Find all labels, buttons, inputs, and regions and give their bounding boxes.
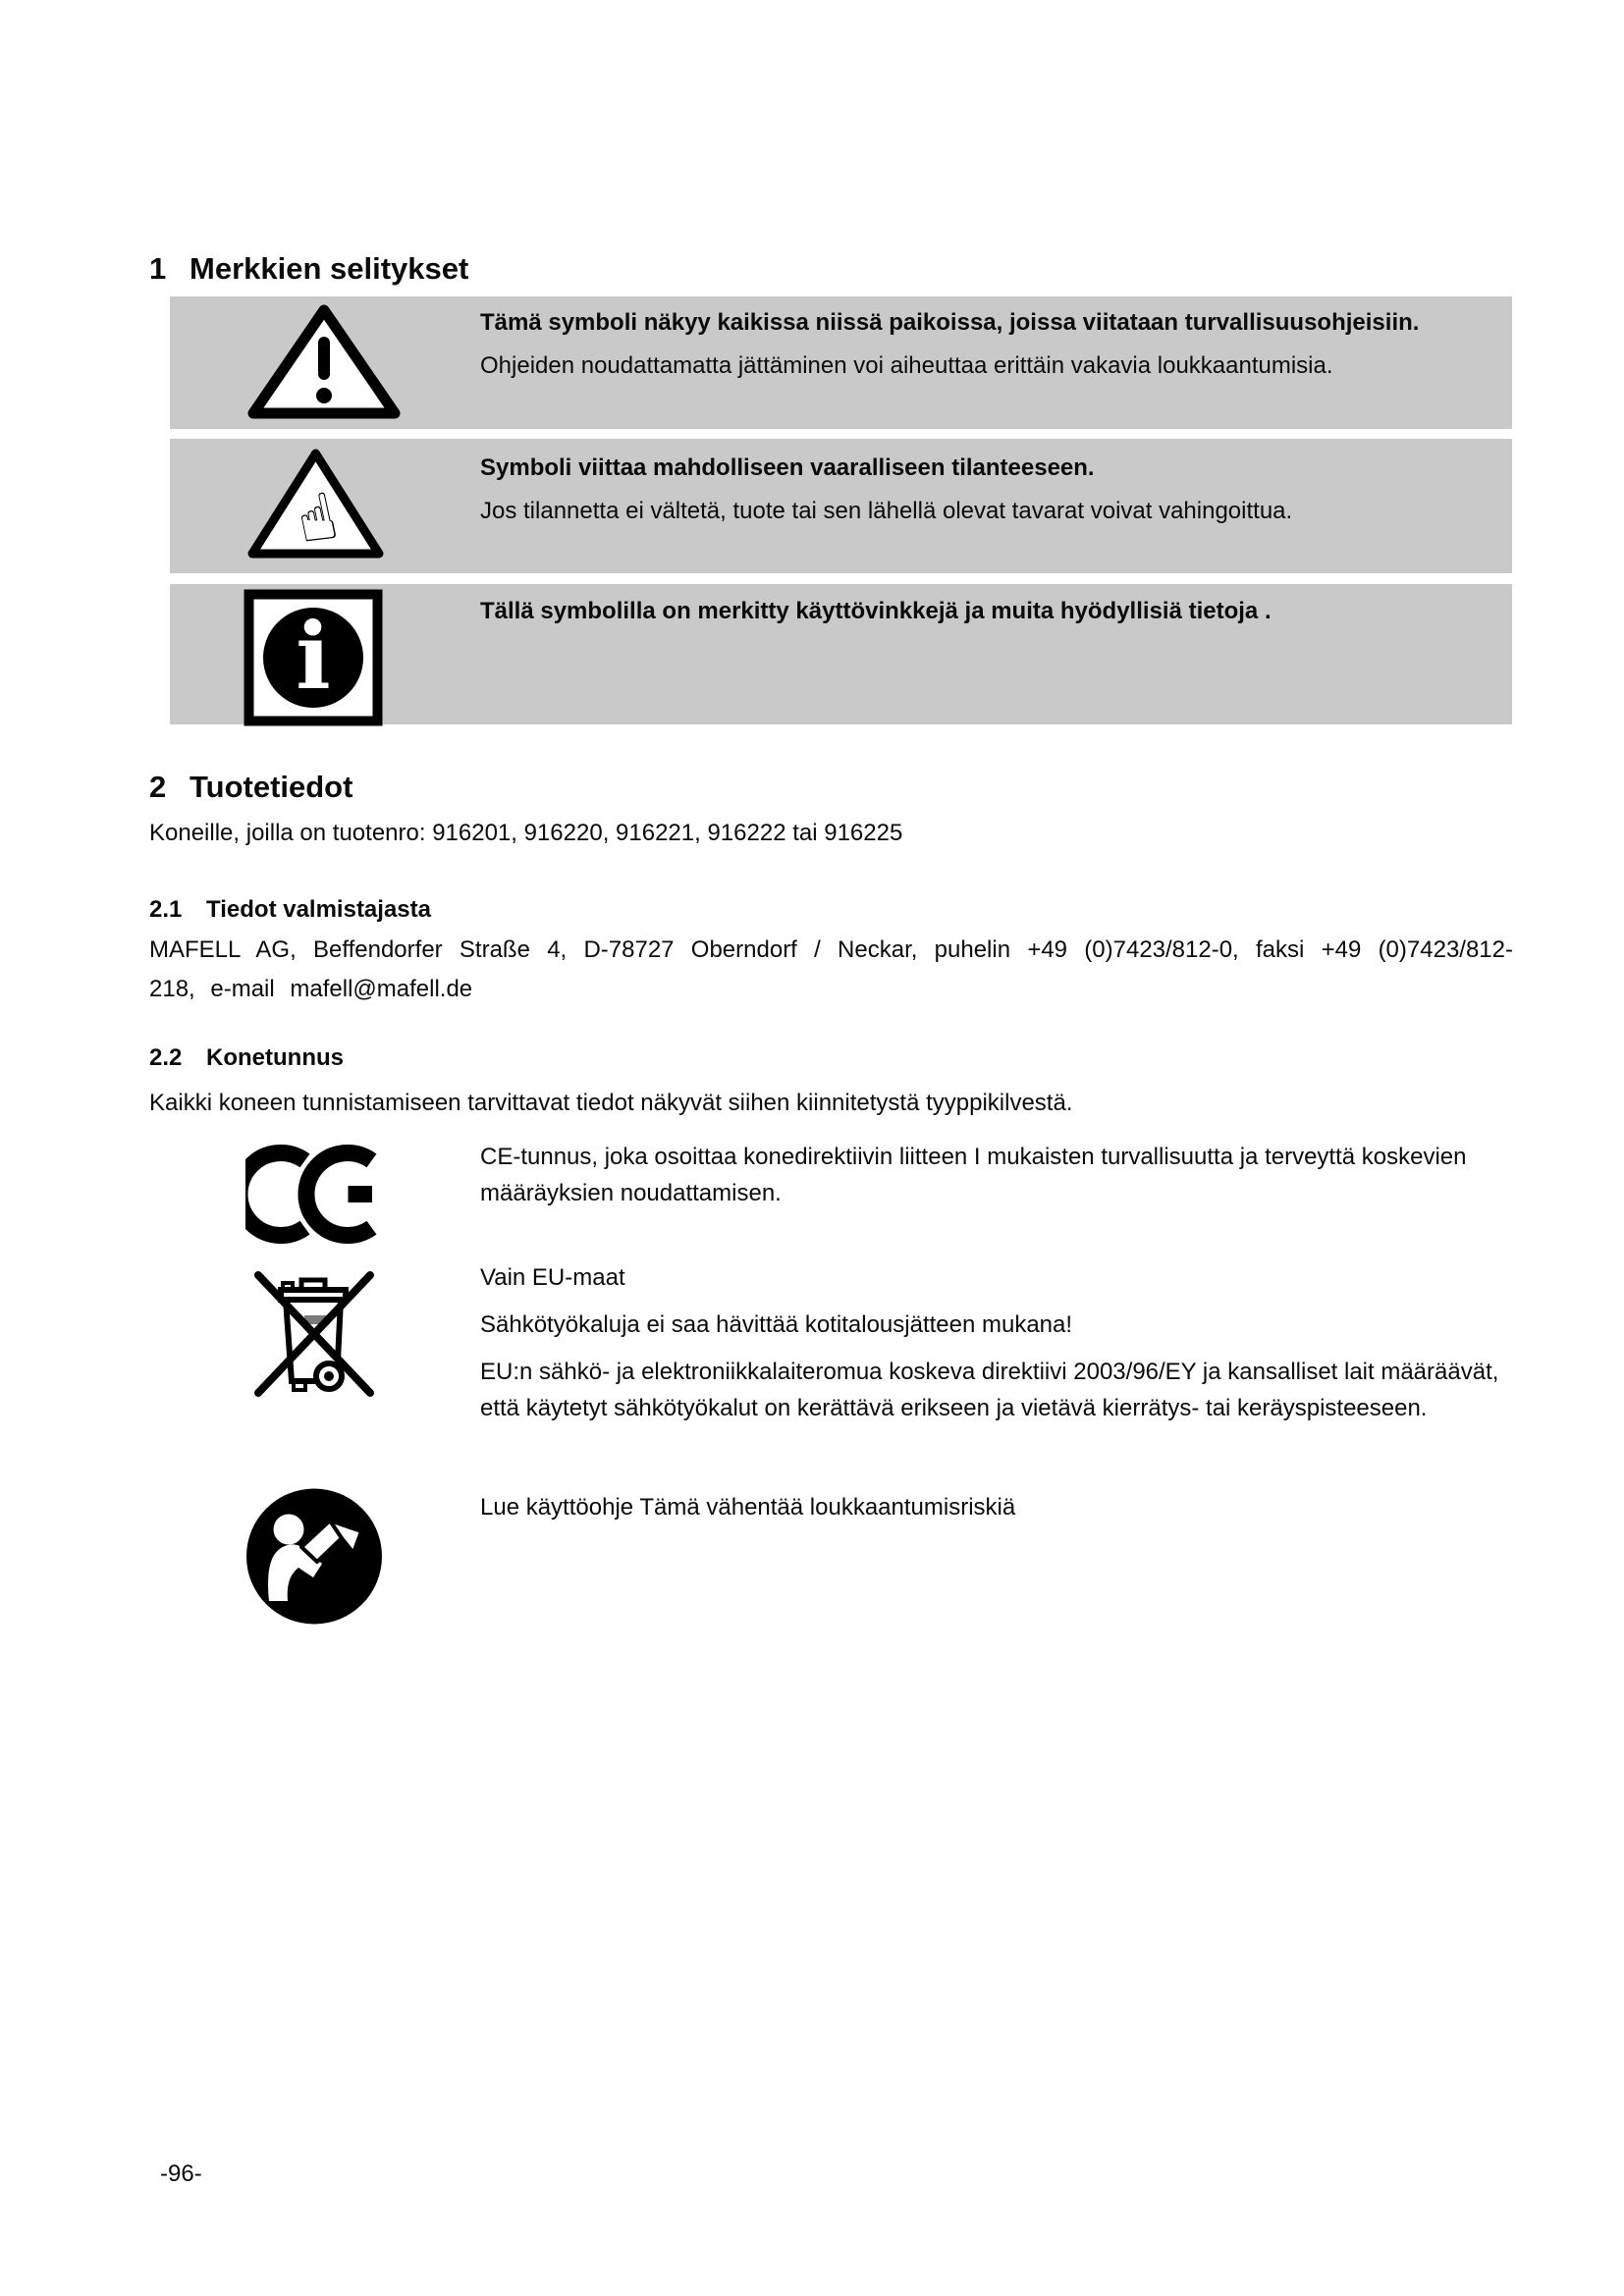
section-2-2-number: 2.2 [149,1044,183,1071]
caution-hand-triangle-icon [245,446,386,565]
legend-row-text [480,439,1462,529]
section-1-number: 1 [149,251,167,286]
legend-row-caution [170,439,1512,573]
legend-body-text: Ohjeiden noudattamatta jättäminen voi aiheuttaa erittäin vakavia loukkaantumisia. [480,352,1333,379]
read-manual-text [480,1489,1501,1525]
section-2-2-heading [149,1041,344,1075]
section-2-2-title: Konetunnus [206,1044,344,1071]
ce-mark-paragraph: CE-tunnus, joka osoittaa konedirektiivin liitteen I mukaisten turvallisuutta ja terveyttä koskevien määräyksien noudattamisen. [480,1144,1467,1206]
legend-row-text [480,296,1462,384]
section-1-heading [149,251,468,287]
section-2-number: 2 [149,770,167,804]
legend-bold-text: Tällä symbolilla on merkitty käyttövinkkejä ja muita hyödyllisiä tietoja . [480,598,1272,624]
read-manual-icon [243,1484,386,1633]
legend-bold-text: Symboli viittaa mahdolliseen vaaralliseen tilanteeseen. [480,454,1095,481]
legend-bold-text: Tämä symboli näkyy kaikissa niissä paikoissa, joissa viitataan turvallisuusohjeisiin. [480,309,1420,336]
page-number: -96- [160,2161,202,2187]
warning-triangle-icon [245,301,403,428]
machine-id-paragraph: Kaikki koneen tunnistamiseen tarvittavat tiedot näkyvät siihen kiinnitetystä tyyppikilvestä. [149,1090,1073,1116]
read-manual-paragraph: Lue käyttöohje Tämä vähentää loukkaantumisriskiä [480,1494,1016,1521]
legend-row-warning [170,296,1512,429]
section-2-1-number: 2.1 [149,896,183,923]
info-icon [244,589,383,731]
weee-paragraph-1: Vain EU-maat [480,1264,625,1291]
weee-paragraph-3: EU:n sähkö- ja elektroniikkalaiteromua koskeva direktiivi 2003/96/EY ja kansalliset lait määräävät, että käytetyt sähkötyökalut on kerättävä erikseen ja vietävä kierrätys- tai keräyspisteeseen. [480,1359,1499,1421]
ce-mark-text [480,1139,1501,1211]
legend-row-text [480,584,1462,629]
product-numbers-line: Koneille, joilla on tuotenro: 916201, 916220, 916221, 916222 tai 916225 [149,820,903,846]
section-2-title: Tuotetiedot [189,770,353,804]
manufacturer-paragraph: MAFELL AG, Beffendorfer Straße 4, D-78727 Oberndorf / Neckar, puhelin +49 (0)7423/812-0, faksi +49 (0)7423/812-218, e-mail mafell@mafell.de [149,936,1513,1002]
section-2-1-title: Tiedot valmistajasta [206,896,431,923]
weee-paragraph-2: Sähkötyökaluja ei saa hävittää kotitalousjätteen mukana! [480,1311,1073,1338]
weee-crossed-bin-icon [250,1263,378,1408]
weee-text [480,1259,1513,1426]
ce-mark-icon [245,1145,383,1249]
svg-text:i: i [296,603,331,711]
section-2-1-heading [149,893,431,927]
section-1-title: Merkkien selitykset [189,251,469,286]
section-2-heading [149,770,352,805]
svg-text:☝: ☝ [290,477,345,561]
legend-row-info [170,584,1512,724]
legend-body-text: Jos tilannetta ei vältetä, tuote tai sen lähellä olevat tavarat voivat vahingoittua. [480,498,1293,524]
